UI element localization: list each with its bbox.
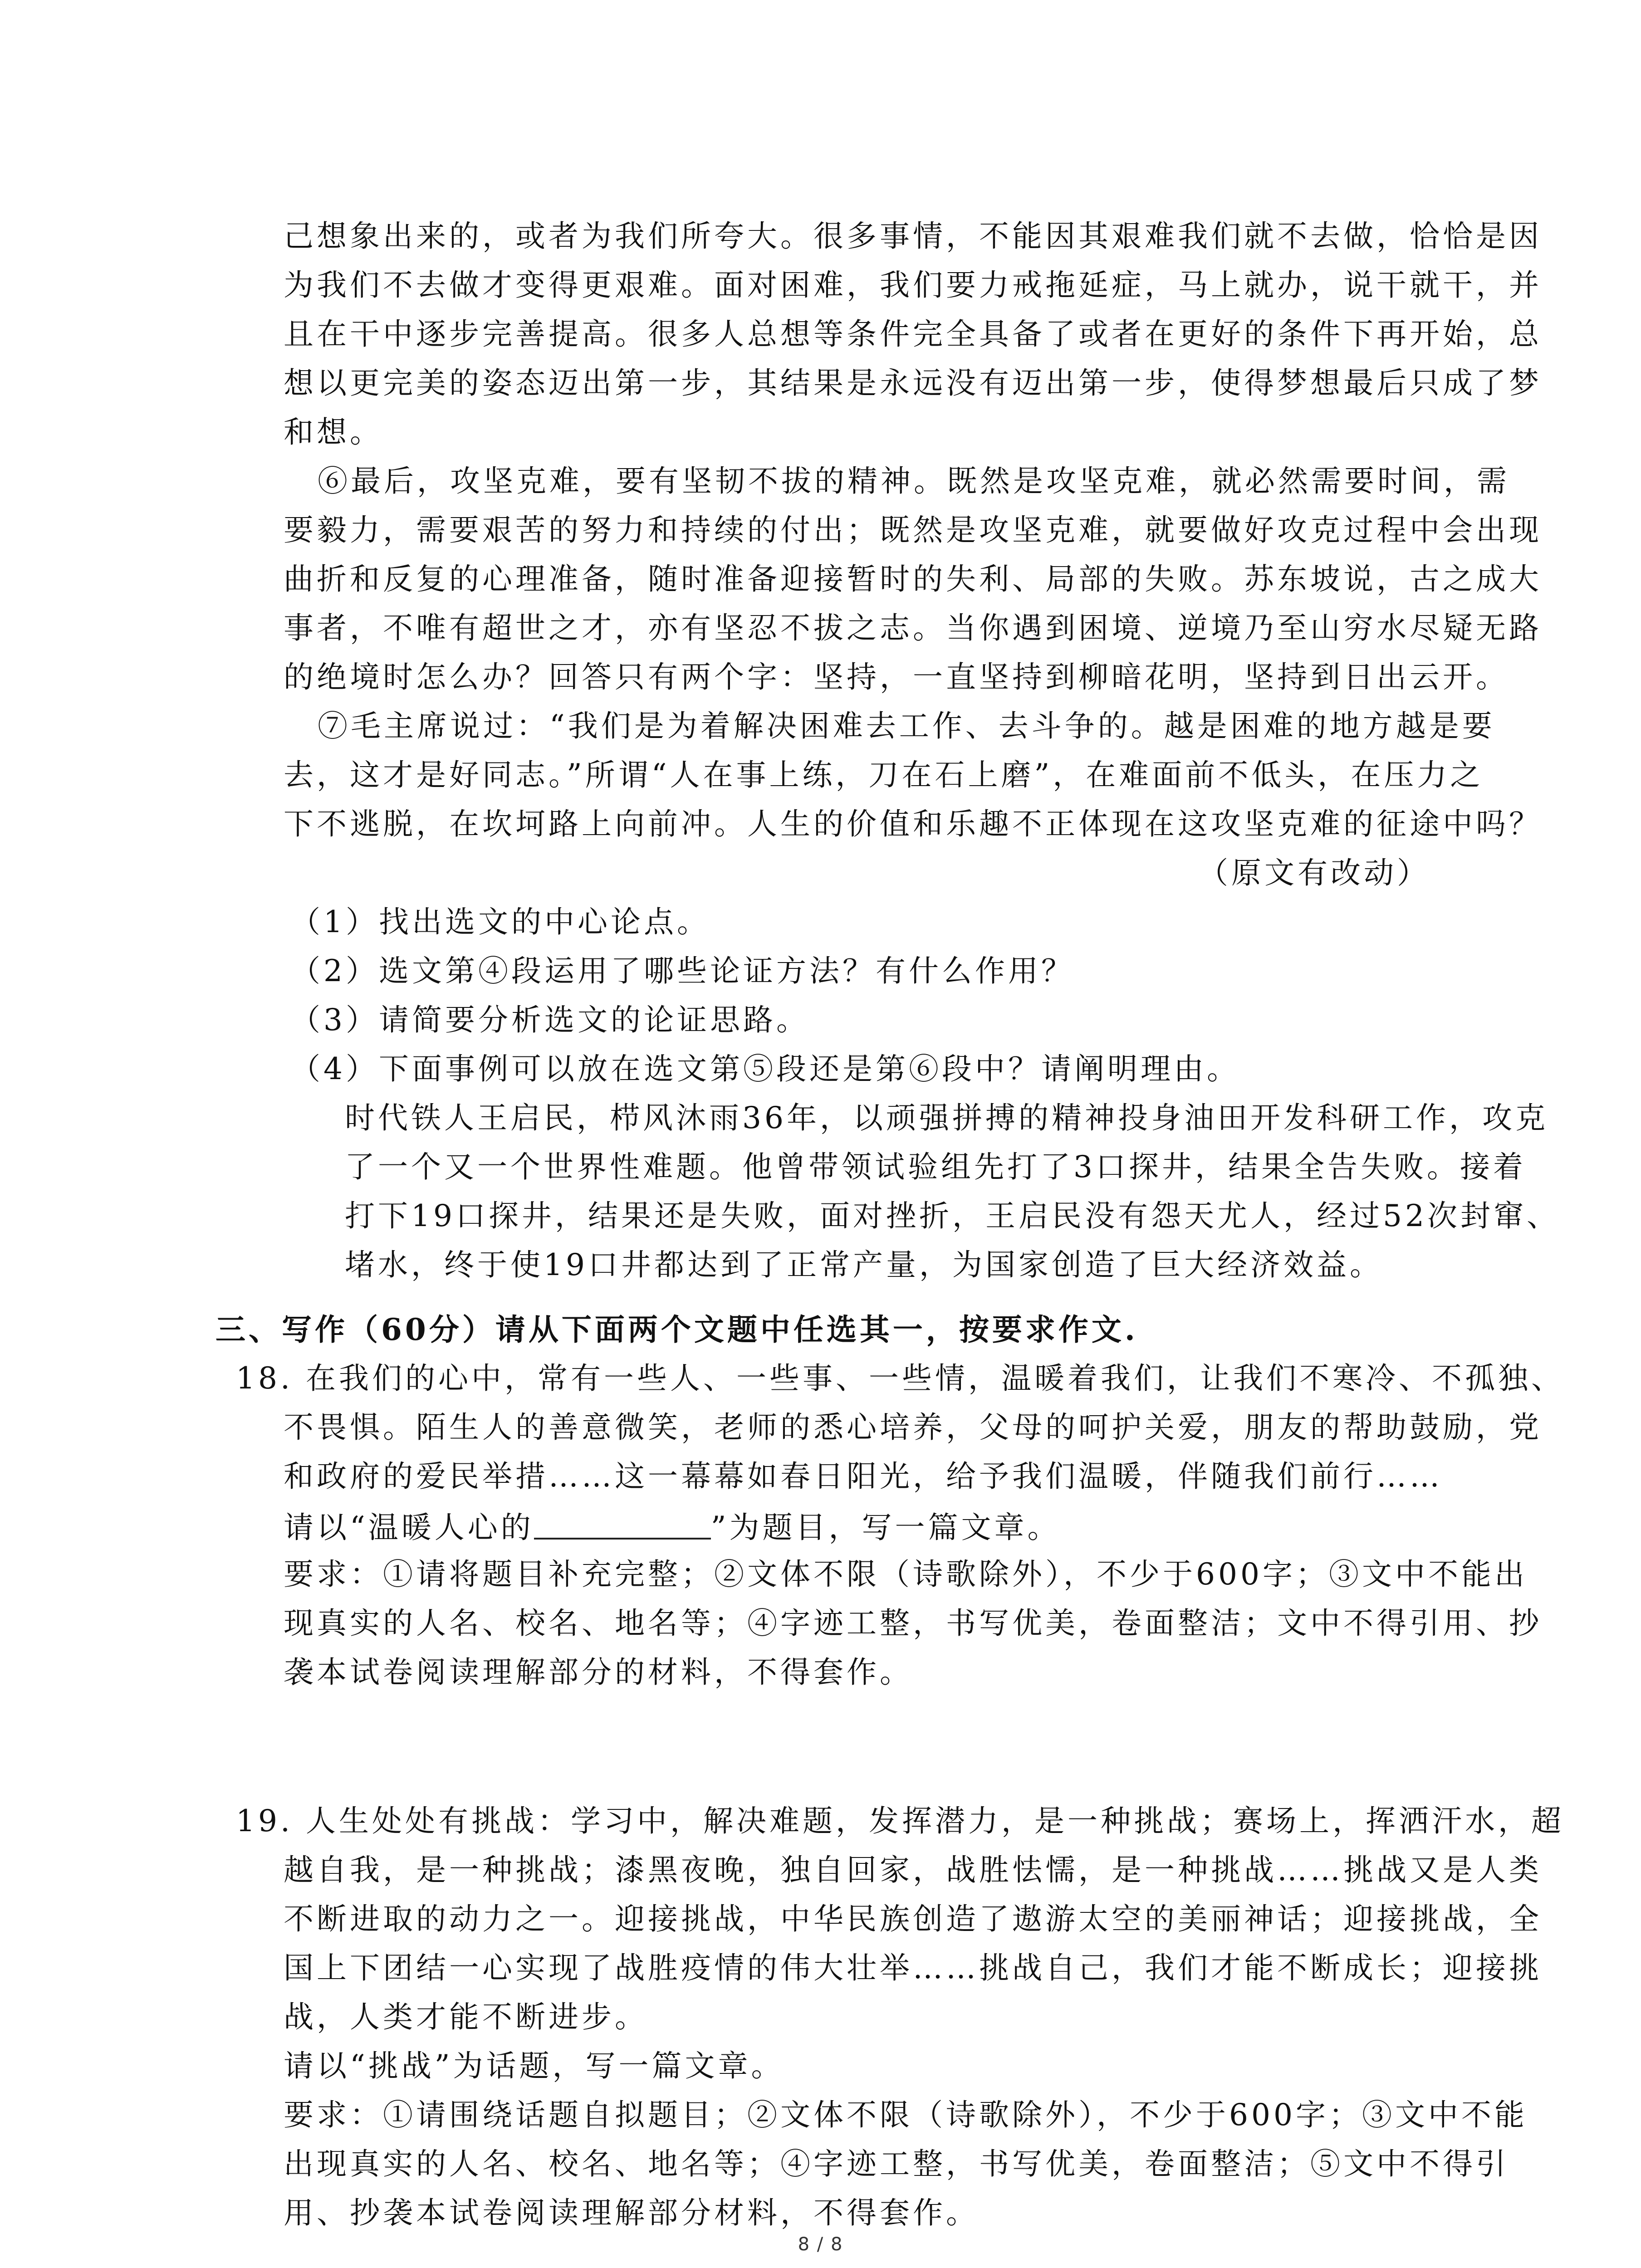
q18-prompt-before: 请以“温暖人心的 <box>284 1510 534 1545</box>
q19-prompt: 请以“挑战”为话题，写一篇文章。 <box>284 2048 784 2083</box>
q18-line: 18. 在我们的心中，常有一些人、一些事、一些情，温暖着我们，让我们不寒冷、不孤独、 <box>236 1361 1564 1396</box>
essay-line: 己想象出来的，或者为我们所夸大。很多事情，不能因其艰难我们就不去做，恰恰是因 <box>284 219 1542 254</box>
essay-paragraph-6-start: ⑥最后，攻坚克难，要有坚韧不拔的精神。既然是攻坚克难，就必然需要时间，需 <box>318 464 1510 499</box>
q19-line: 19. 人生处处有挑战：学习中，解决难题，发挥潜力，是一种挑战；赛场上，挥洒汗水，超 <box>236 1804 1564 1838</box>
q19-requirement: 要求：①请围绕话题自拟题目；②文体不限（诗歌除外），不少于600字；③文中不能 <box>284 2097 1528 2132</box>
essay-line: 为我们不去做才变得更艰难。面对困难，我们要力戒拖延症，马上就办，说干就干，并 <box>284 268 1542 303</box>
question-2: （2）选文第④段运用了哪些论证方法？有什么作用？ <box>290 953 1074 988</box>
essay-line: 事者，不唯有超世之才，亦有坚忍不拔之志。当你遇到困境、逆境乃至山穷水尽疑无路 <box>284 611 1542 645</box>
q19-line: 越自我，是一种挑战；漆黑夜晚，独自回家，战胜怯懦，是一种挑战……挑战又是人类 <box>284 1853 1542 1887</box>
title-blank <box>534 1510 711 1540</box>
q18-line: 不畏惧。陌生人的善意微笑，老师的悉心培养，父母的呵护关爱，朋友的帮助鼓励，党 <box>284 1410 1542 1445</box>
q18-requirement: 现真实的人名、校名、地名等；④字迹工整，书写优美，卷面整洁；文中不得引用、抄 <box>284 1606 1542 1641</box>
source-note: （原文有改动） <box>1198 855 1430 890</box>
essay-line: 想以更完美的姿态迈出第一步，其结果是永远没有迈出第一步，使得梦想最后只成了梦 <box>284 366 1542 401</box>
q19-requirement: 出现真实的人名、校名、地名等；④字迹工整，书写优美，卷面整洁；⑤文中不得引 <box>284 2146 1509 2181</box>
q19-line: 不断进取的动力之一。迎接挑战，中华民族创造了遨游太空的美丽神话；迎接挑战，全 <box>284 1901 1542 1936</box>
q18-prompt-after: ”为题目，写一篇文章。 <box>710 1510 1061 1545</box>
essay-line: 和想。 <box>284 415 383 450</box>
q19-line: 国上下团结一心实现了战胜疫情的伟大壮举……挑战自己，我们才能不断成长；迎接挑 <box>284 1950 1542 1985</box>
q19-requirement: 用、抄袭本试卷阅读理解部分材料，不得套作。 <box>284 2195 979 2230</box>
q19-line: 战，人类才能不断进步。 <box>284 1999 648 2034</box>
essay-line: 且在干中逐步完善提高。很多人总想等条件完全具备了或者在更好的条件下再开始，总 <box>284 317 1542 352</box>
q18-requirement: 要求：①请将题目补充完整；②文体不限（诗歌除外），不少于600字；③文中不能出 <box>284 1557 1528 1592</box>
essay-paragraph-7-start: ⑦毛主席说过：“我们是为着解决困难去工作、去斗争的。越是困难的地方越是要 <box>318 709 1495 743</box>
q18-line: 和政府的爱民举措……这一幕幕如春日阳光，给予我们温暖，伴随我们前行…… <box>284 1459 1443 1494</box>
essay-line: 下不逃脱，在坎坷路上向前冲。人生的价值和乐趣不正体现在这攻坚克难的征途中吗？ <box>284 807 1542 841</box>
essay-line: 去，这才是好同志。”所谓“人在事上练，刀在石上磨”，在难面前不低头，在压力之 <box>284 758 1484 792</box>
question-1: （1）找出选文的中心论点。 <box>290 904 710 939</box>
page-number: 8 / 8 <box>798 2234 843 2255</box>
q18-prompt <box>284 1510 1061 1543</box>
example-line: 时代铁人王启民，栉风沐雨36年，以顽强拼搏的精神投身油田开发科研工作，攻克 <box>345 1100 1548 1135</box>
example-line: 了一个又一个世界性难题。他曾带领试验组先打了3口探井，结果全告失败。接着 <box>345 1149 1526 1184</box>
essay-line: 要毅力，需要艰苦的努力和持续的付出；既然是攻坚克难，就要做好攻克过程中会出现 <box>284 513 1542 547</box>
q18-requirement: 袭本试卷阅读理解部分的材料，不得套作。 <box>284 1655 913 1690</box>
question-3: （3）请简要分析选文的论证思路。 <box>290 1002 809 1037</box>
essay-line: 曲折和反复的心理准备，随时准备迎接暂时的失利、局部的失败。苏东坡说，古之成大 <box>284 562 1542 596</box>
essay-line: 的绝境时怎么办？回答只有两个字：坚持，一直坚持到柳暗花明，坚持到日出云开。 <box>284 660 1509 694</box>
section-3-heading: 三、写作（60分）请从下面两个文题中任选其一，按要求作文. <box>216 1312 1138 1347</box>
example-line: 堵水，终于使19口井都达到了正常产量，为国家创造了巨大经济效益。 <box>345 1247 1383 1282</box>
example-line: 打下19口探井，结果还是失败，面对挫折，王启民没有怨天尤人，经过52次封窜、 <box>345 1198 1560 1233</box>
question-4: （4）下面事例可以放在选文第⑤段还是第⑥段中？请阐明理由。 <box>290 1051 1240 1086</box>
